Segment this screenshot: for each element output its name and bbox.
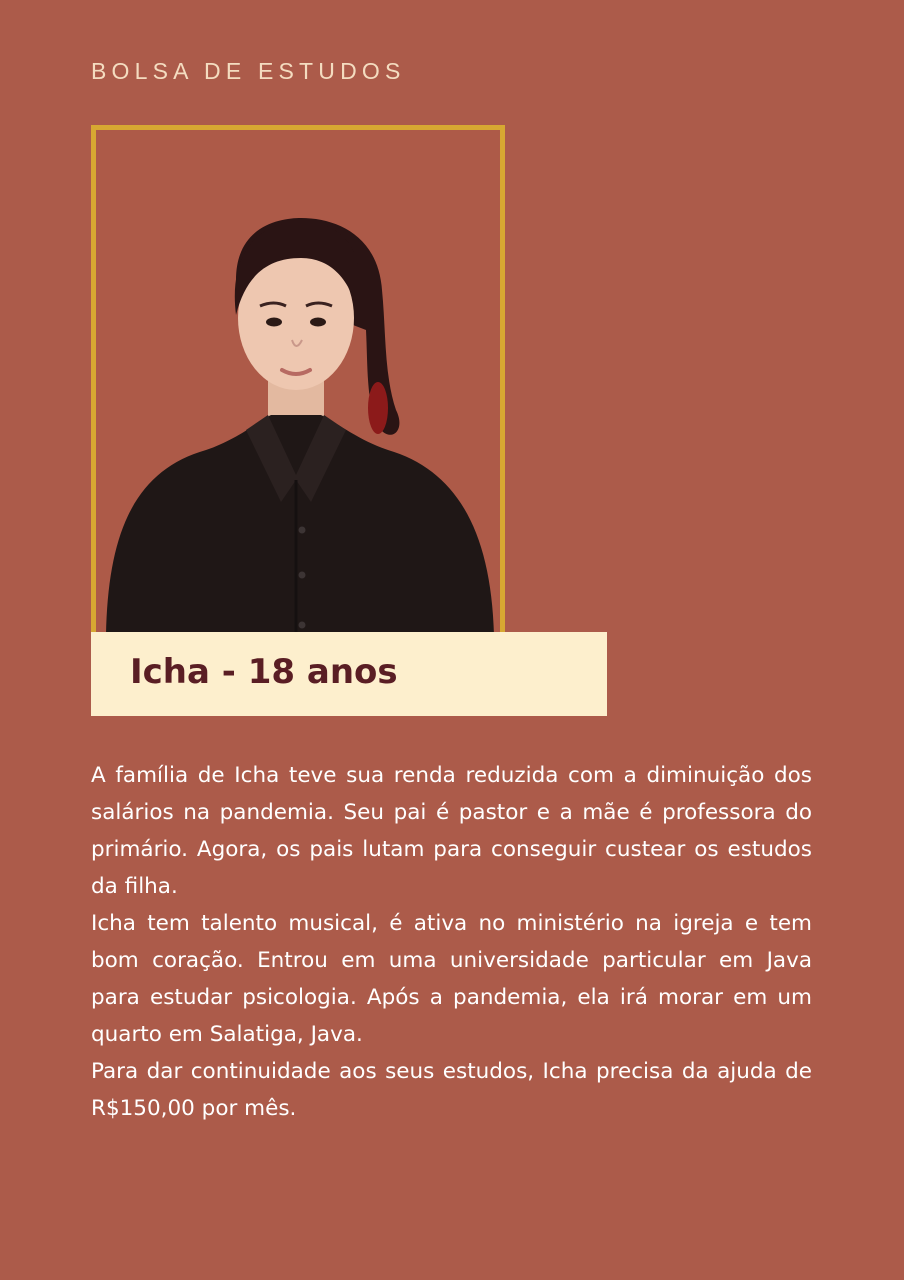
name-banner (91, 632, 607, 716)
description-text (91, 757, 812, 1127)
section-eyebrow: BOLSA DE ESTUDOS (91, 58, 406, 84)
portrait-photo-frame (91, 125, 505, 635)
description-paragraph-3: Para dar continuidade aos seus estudos, Icha precisa da ajuda de R$150,00 por mês. (91, 1059, 812, 1121)
description-paragraph-2: Icha tem talento musical, é ativa no ministério na igreja e tem bom coração. Entrou em uma universidade particular em Java para estudar psicologia. Após a pandemia, ela irá morar em um quarto em Salatiga, Java. (91, 911, 812, 1047)
portrait-photo (96, 130, 500, 635)
description-paragraph-1: A família de Icha teve sua renda reduzida com a diminuição dos salários na pandemia. Seu pai é pastor e a mãe é professora do primário. Agora, os pais lutam para conseguir custear os estudos da filha. (91, 763, 812, 899)
student-name-age: Icha - 18 anos (130, 652, 398, 692)
